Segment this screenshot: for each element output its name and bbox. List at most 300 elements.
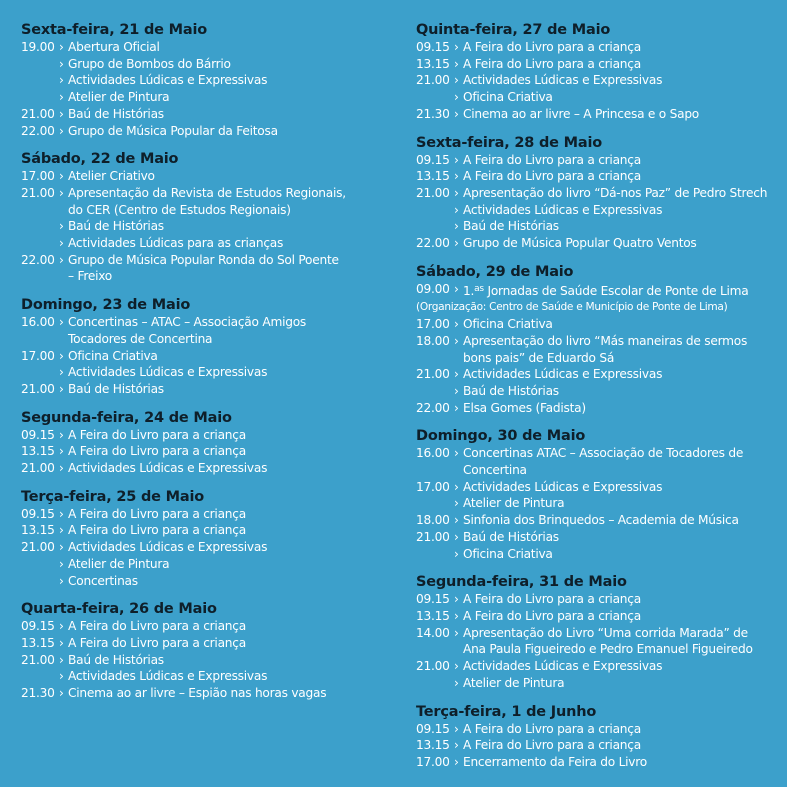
day-title: Domingo, 23 de Maio (21, 297, 191, 314)
event-time (21, 573, 59, 590)
schedule-row (21, 427, 396, 444)
bullet-arrow (454, 350, 463, 367)
event-time: 13.15 (21, 635, 55, 650)
event-text (463, 316, 553, 333)
event-text (463, 168, 641, 185)
event-time: 13.15 (416, 608, 450, 623)
bullet-arrow: › (59, 444, 64, 459)
event-text (463, 495, 564, 512)
event-text-main: Oficina Criativa (463, 317, 553, 332)
event-text-main: Baú de Histórias (68, 106, 164, 121)
event-time (21, 364, 59, 381)
schedule-row (416, 495, 784, 512)
day-title: Sábado, 22 de Maio (21, 151, 179, 168)
day-block (21, 409, 396, 477)
event-time: 22.00 (416, 236, 450, 251)
day-title: Sábado, 29 de Maio (416, 263, 574, 280)
bullet-arrow: › (59, 123, 64, 138)
event-text-main: Concertinas – ATAC – Associação Amigos (68, 315, 306, 330)
event-text (463, 400, 586, 417)
event-text-main: Atelier de Pintura (463, 675, 565, 690)
bullet-arrow: › (454, 106, 459, 121)
event-time: 09.15 (416, 152, 450, 167)
bullet-arrow: › (454, 202, 459, 217)
day-title: Terça-feira, 25 de Maio (21, 488, 204, 505)
event-text (463, 72, 662, 89)
event-time: 21.00 (416, 659, 450, 674)
bullet-arrow: › (454, 721, 459, 736)
event-text (463, 591, 641, 608)
event-text (463, 202, 662, 219)
event-time: 22.00 (21, 123, 55, 138)
schedule-row (21, 460, 396, 477)
schedule-row (416, 281, 784, 300)
event-text (68, 185, 346, 202)
event-text (463, 721, 641, 738)
schedule-row (416, 89, 784, 106)
event-text-main: Baú de Histórias (68, 381, 164, 396)
schedule-row (21, 443, 396, 460)
event-text (68, 618, 246, 635)
schedule-row (21, 235, 396, 252)
event-time: 13.15 (21, 444, 55, 459)
event-time: 13.15 (416, 169, 450, 184)
event-time: 18.00 (416, 333, 450, 348)
event-text-main: Grupo de Bombos do Bárrio (68, 56, 231, 71)
event-text (68, 89, 169, 106)
event-text (463, 479, 662, 496)
event-text-main: A Feira do Livro para a criança (68, 523, 246, 538)
event-time: 17.00 (416, 317, 450, 332)
schedule-row (416, 608, 784, 625)
event-text (68, 364, 267, 381)
schedule-row (416, 754, 784, 771)
event-text-main: Apresentação da Revista de Estudos Regionais, (68, 185, 346, 200)
event-time (21, 89, 59, 106)
event-text (68, 72, 267, 89)
event-text-main: A Feira do Livro para a criança (463, 40, 641, 54)
schedule-row (21, 635, 396, 652)
event-text-main: A Feira do Livro para a criança (68, 619, 246, 634)
event-text-main: Atelier de Pintura (68, 90, 170, 105)
bullet-arrow: › (59, 619, 64, 634)
event-time: 16.00 (416, 446, 450, 461)
bullet-arrow: › (454, 56, 459, 71)
event-text (68, 168, 155, 185)
event-text-main: Encerramento da Feira do Livro (463, 754, 647, 769)
event-time: 13.15 (21, 523, 55, 538)
schedule-row (21, 348, 396, 365)
bullet-arrow: › (454, 367, 459, 382)
event-text-main: Baú de Histórias (463, 529, 559, 544)
bullet-arrow: › (454, 675, 459, 690)
event-text (68, 539, 267, 556)
event-text-main: Actividades Lúdicas e Expressivas (68, 540, 268, 555)
bullet-arrow: › (59, 461, 64, 476)
event-time (416, 462, 454, 479)
event-text (463, 106, 699, 123)
event-text (68, 314, 306, 331)
day-block (416, 703, 784, 771)
bullet-arrow: › (59, 556, 64, 571)
day-block (21, 21, 396, 139)
event-time: 21.00 (416, 185, 450, 200)
event-time (21, 331, 59, 348)
schedule-row (416, 445, 784, 462)
event-time: 09.15 (416, 40, 450, 54)
schedule-row (21, 331, 396, 348)
event-text (463, 641, 753, 658)
day-block (21, 296, 396, 398)
event-text-main: Baú de Histórias (463, 383, 559, 398)
event-text (68, 685, 326, 702)
event-text-main: A Feira do Livro para a criança (68, 506, 246, 521)
bullet-arrow: › (59, 56, 64, 71)
bullet-arrow: › (454, 592, 459, 607)
event-time: 18.00 (416, 513, 450, 528)
bullet-arrow: › (59, 686, 64, 701)
event-time: 09.15 (416, 592, 450, 607)
bullet-arrow: › (454, 383, 459, 398)
bullet-arrow: › (454, 659, 459, 674)
schedule-row (21, 364, 396, 381)
event-text-main: Oficina Criativa (68, 348, 158, 363)
schedule-row (21, 202, 396, 219)
bullet-arrow: › (454, 400, 459, 415)
event-time (416, 383, 454, 400)
bullet-arrow: › (59, 185, 64, 200)
event-time (21, 56, 59, 73)
event-text-main: Tocadores de Concertina (68, 331, 213, 346)
schedule-row (21, 539, 396, 556)
event-text (463, 737, 641, 754)
event-text-main: Apresentação do livro “Dá-nos Paz” de Pedro Strech (463, 185, 768, 200)
bullet-arrow: › (59, 523, 64, 538)
schedule-row (21, 185, 396, 202)
event-text (463, 675, 564, 692)
schedule-row (416, 366, 784, 383)
event-text (463, 152, 641, 169)
bullet-arrow: › (59, 40, 64, 54)
event-text-main: Abertura Oficial (68, 40, 160, 54)
schedule-column-right (416, 21, 784, 782)
bullet-arrow: › (454, 73, 459, 88)
event-text (68, 218, 164, 235)
event-text (463, 608, 641, 625)
event-text-main: A Feira do Livro para a criança (463, 738, 641, 753)
event-text-main: Actividades Lúdicas e Expressivas (463, 202, 663, 217)
event-text (68, 123, 278, 140)
schedule-row (21, 72, 396, 89)
event-text-main: Concertina (463, 463, 527, 478)
event-text-main: Baú de Histórias (463, 219, 559, 234)
bullet-arrow: › (454, 185, 459, 200)
event-text-main: (Organização: Centro de Saúde e Município de Ponte de Lima) (416, 301, 728, 314)
day-block (21, 600, 396, 702)
schedule-row (21, 218, 396, 235)
schedule-row (416, 383, 784, 400)
bullet-arrow (454, 641, 463, 658)
day-block (21, 150, 396, 285)
day-title: Quarta-feira, 26 de Maio (21, 601, 217, 618)
event-text (68, 202, 291, 219)
event-time: 21.00 (416, 73, 450, 88)
schedule-row (21, 56, 396, 73)
event-text (68, 573, 138, 590)
event-time (21, 218, 59, 235)
schedule-row (416, 625, 784, 642)
schedule-row (416, 299, 784, 316)
event-text (463, 658, 662, 675)
day-title: Quinta-feira, 27 de Maio (416, 22, 611, 38)
event-text-main: Concertinas ATAC – Associação de Tocadores de (463, 446, 744, 461)
bullet-arrow: › (454, 625, 459, 640)
event-text (463, 445, 743, 462)
bullet-arrow: › (59, 219, 64, 234)
event-text-main: Apresentação do Livro “Uma corrida Marada” de (463, 625, 748, 640)
schedule-row (416, 185, 784, 202)
schedule-row (416, 721, 784, 738)
event-text-main: Actividades Lúdicas e Expressivas (68, 461, 268, 476)
event-text-main: Cinema ao ar livre – Espião nas horas vagas (68, 686, 327, 701)
schedule-row (21, 106, 396, 123)
event-time: 22.00 (21, 252, 55, 267)
event-text-main: Actividades Lúdicas e Expressivas (463, 367, 663, 382)
event-time (21, 268, 59, 285)
day-title: Terça-feira, 1 de Junho (416, 703, 597, 720)
event-time: 21.00 (21, 381, 55, 396)
event-time: 21.00 (416, 367, 450, 382)
event-text-main: Atelier Criativo (68, 169, 155, 184)
bullet-arrow: › (454, 219, 459, 234)
event-text (68, 522, 246, 539)
event-text-main: Grupo de Música Popular da Feitosa (68, 123, 278, 138)
event-text-main: Actividades Lúdicas e Expressivas (68, 365, 268, 380)
schedule-row (21, 522, 396, 539)
bullet-arrow: › (454, 281, 459, 296)
schedule-row (21, 556, 396, 573)
event-text-main: 1. (463, 283, 475, 298)
schedule-row (416, 72, 784, 89)
event-text-main: Elsa Gomes (Fadista) (463, 400, 586, 415)
day-block (416, 134, 784, 252)
schedule-row (21, 381, 396, 398)
event-text (68, 56, 231, 73)
event-text-main: Actividades Lúdicas e Expressivas (463, 73, 663, 88)
schedule-row (416, 56, 784, 73)
schedule-row (21, 506, 396, 523)
bullet-arrow: › (454, 546, 459, 561)
bullet-arrow: › (59, 252, 64, 267)
event-time (416, 89, 454, 106)
event-time: 21.00 (21, 106, 55, 121)
schedule-row (416, 479, 784, 496)
event-time (416, 218, 454, 235)
event-text-main: A Feira do Livro para a criança (68, 635, 246, 650)
event-text-main: – Freixo (68, 269, 113, 284)
event-text (68, 443, 246, 460)
event-text (68, 39, 160, 56)
schedule-row (21, 89, 396, 106)
schedule-row (21, 685, 396, 702)
event-text (463, 235, 697, 252)
bullet-arrow: › (454, 479, 459, 494)
event-text-main: Oficina Criativa (463, 90, 553, 105)
event-text-main: Actividades Lúdicas e Expressivas (68, 73, 268, 88)
event-text-main: A Feira do Livro para a criança (463, 721, 641, 736)
event-text-main: A Feira do Livro para a criança (463, 169, 641, 184)
bullet-arrow: › (59, 365, 64, 380)
bullet-arrow: › (59, 573, 64, 588)
event-time: 09.15 (416, 721, 450, 736)
event-text (463, 462, 527, 479)
bullet-arrow (59, 202, 68, 219)
event-text (416, 299, 727, 316)
day-block (416, 573, 784, 691)
schedule-row (416, 512, 784, 529)
event-text (463, 383, 559, 400)
event-text (463, 185, 767, 202)
event-text-main: Atelier de Pintura (68, 556, 170, 571)
bullet-arrow: › (59, 506, 64, 521)
event-time (416, 546, 454, 563)
event-time: 09.15 (21, 506, 55, 521)
bullet-arrow: › (454, 40, 459, 54)
schedule-row (21, 573, 396, 590)
schedule-row (21, 652, 396, 669)
bullet-arrow: › (454, 236, 459, 251)
bullet-arrow: › (59, 652, 64, 667)
day-block (416, 21, 784, 123)
bullet-arrow: › (59, 315, 64, 330)
event-time: 13.15 (416, 56, 450, 71)
schedule-column-left (21, 21, 396, 713)
event-text (463, 56, 641, 73)
schedule-row (21, 123, 396, 140)
event-text-main: A Feira do Livro para a criança (68, 444, 246, 459)
bullet-arrow: › (454, 169, 459, 184)
schedule-row (416, 218, 784, 235)
event-text-main: Actividades Lúdicas para as crianças (68, 236, 284, 251)
event-text (68, 252, 339, 269)
event-time (21, 556, 59, 573)
day-title: Sexta-feira, 21 de Maio (21, 22, 208, 38)
schedule-row (416, 39, 784, 56)
schedule-row (416, 350, 784, 367)
bullet-arrow (454, 462, 463, 479)
bullet-arrow (59, 268, 68, 285)
event-time (21, 235, 59, 252)
bullet-arrow: › (59, 106, 64, 121)
schedule-row (416, 168, 784, 185)
schedule-row (21, 252, 396, 269)
event-text-main: Baú de Histórias (68, 652, 164, 667)
day-block (416, 263, 784, 417)
event-text (68, 506, 246, 523)
schedule-row (21, 618, 396, 635)
bullet-arrow: › (59, 669, 64, 684)
event-text (463, 350, 614, 367)
event-time: 22.00 (416, 400, 450, 415)
event-text-main: Atelier de Pintura (463, 496, 565, 511)
event-text (68, 268, 112, 285)
day-title: Domingo, 30 de Maio (416, 428, 586, 445)
schedule-row (416, 529, 784, 546)
event-text (463, 39, 641, 56)
bullet-arrow: › (454, 333, 459, 348)
bullet-arrow: › (454, 152, 459, 167)
schedule-row (21, 268, 396, 285)
event-text (68, 427, 246, 444)
event-text (68, 635, 246, 652)
event-text-main: Grupo de Música Popular Quatro Ventos (463, 236, 697, 251)
event-text (463, 89, 553, 106)
bullet-arrow: › (454, 90, 459, 105)
event-text-main: Actividades Lúdicas e Expressivas (463, 479, 663, 494)
event-time: 14.00 (416, 625, 450, 640)
schedule-row (416, 462, 784, 479)
event-time: 21.30 (416, 106, 450, 121)
bullet-arrow: › (59, 169, 64, 184)
event-text (68, 668, 267, 685)
event-text-main: Ana Paula Figueiredo e Pedro Emanuel Figueiredo (463, 642, 753, 657)
event-time (416, 495, 454, 512)
schedule-row (416, 152, 784, 169)
bullet-arrow: › (454, 754, 459, 769)
event-text (463, 529, 559, 546)
event-time (21, 202, 59, 219)
bullet-arrow: › (59, 73, 64, 88)
event-text-main: Actividades Lúdicas e Expressivas (68, 669, 268, 684)
bullet-arrow: › (59, 635, 64, 650)
event-text-main: Concertinas (68, 573, 138, 588)
event-time (416, 202, 454, 219)
event-text (68, 460, 267, 477)
event-time (416, 641, 454, 658)
schedule-row (416, 658, 784, 675)
bullet-arrow: › (454, 317, 459, 332)
day-block (21, 488, 396, 590)
bullet-arrow: › (454, 608, 459, 623)
event-text (68, 235, 283, 252)
bullet-arrow: › (454, 738, 459, 753)
day-title: Segunda-feira, 31 de Maio (416, 574, 627, 591)
schedule-row (21, 314, 396, 331)
event-text-main: A Feira do Livro para a criança (463, 56, 641, 71)
event-time: 09.15 (21, 427, 55, 442)
event-time: 21.00 (21, 652, 55, 667)
event-time: 17.00 (416, 754, 450, 769)
schedule-row (416, 235, 784, 252)
event-time: 21.30 (21, 686, 55, 701)
event-time: 13.15 (416, 738, 450, 753)
ordinal-superscript: as (474, 283, 484, 294)
schedule-row (416, 737, 784, 754)
event-time: 16.00 (21, 315, 55, 330)
bullet-arrow: › (59, 427, 64, 442)
event-text-main: Oficina Criativa (463, 546, 553, 561)
bullet-arrow: › (59, 381, 64, 396)
event-text (463, 625, 748, 642)
event-time (416, 350, 454, 367)
event-text (68, 556, 169, 573)
schedule-row (416, 675, 784, 692)
event-time: 17.00 (21, 169, 55, 184)
event-time (21, 72, 59, 89)
bullet-arrow: › (454, 496, 459, 511)
bullet-arrow: › (454, 446, 459, 461)
event-text-rest: Jornadas de Saúde Escolar de Ponte de Lima (483, 283, 749, 298)
